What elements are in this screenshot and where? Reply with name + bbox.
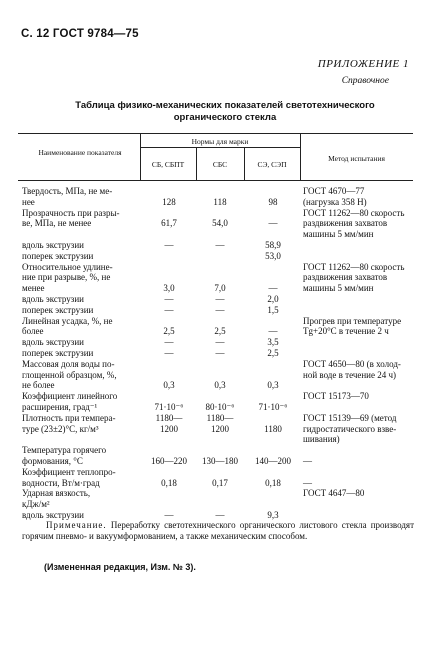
method-cell: машины 5 мм/мин bbox=[303, 283, 374, 294]
table-title-line-2: органического стекла bbox=[173, 112, 277, 123]
row-name-cell: Прозрачность при разры- bbox=[22, 207, 120, 218]
row-name-cell: расширения, град⁻¹ bbox=[22, 402, 98, 412]
row-name-cell: Коэффициент теплопро- bbox=[22, 466, 116, 477]
row-name-cell: Плотность при темпера- bbox=[22, 412, 116, 423]
row-name-cell: Массовая доля воды по- bbox=[22, 358, 115, 369]
method-cell: (нагрузка 358 Н) bbox=[303, 196, 367, 207]
value-grade-3: 98 bbox=[268, 196, 278, 207]
value-grade-2: 0,17 bbox=[212, 477, 228, 488]
value-grade-3: 0,18 bbox=[265, 477, 281, 488]
method-cell: шивания) bbox=[303, 434, 340, 445]
norms-rule bbox=[140, 147, 300, 148]
row-name-cell: Твердость, МПа, не ме- bbox=[22, 186, 113, 196]
value-grade-1: — bbox=[164, 294, 174, 304]
table-top-rule bbox=[18, 133, 413, 134]
method-cell: раздвижения захватов bbox=[303, 218, 388, 229]
value-grade-1: — bbox=[164, 240, 174, 250]
row-name-cell: туре (23±2)°С, кг/м³ bbox=[22, 423, 99, 434]
value-grade-2: 118 bbox=[213, 196, 227, 207]
row-name-cell: водности, Вт/м·град bbox=[22, 477, 100, 488]
value-grade-2: 54,0 bbox=[212, 218, 228, 229]
value-grade-2: — bbox=[215, 294, 225, 304]
table-title-line-1: Таблица физико-механических показателей светотехнического bbox=[75, 100, 375, 111]
method-cell: ГОСТ 4647—80 bbox=[303, 488, 365, 499]
revision-note: (Измененная редакция, Изм. № 3). bbox=[44, 562, 196, 572]
value-grade-2: 0,3 bbox=[214, 380, 226, 391]
value-grade-2: — bbox=[215, 348, 225, 358]
value-grade-3: 3,5 bbox=[267, 337, 279, 348]
value-grade-3: 140—200 bbox=[255, 456, 291, 466]
value-grade-2: 7,0 bbox=[214, 283, 226, 294]
column-header-grade-2: СБС bbox=[212, 160, 228, 169]
row-name-cell: вдоль экструзии bbox=[22, 337, 84, 348]
value-grade-3: 2,5 bbox=[267, 348, 279, 358]
method-cell: — bbox=[303, 477, 312, 488]
value-grade-2: — bbox=[215, 304, 225, 315]
method-cell: ГОСТ 11262—80 скорость bbox=[303, 207, 405, 218]
value-grade-2: 130—180 bbox=[202, 456, 238, 466]
column-header-name: Наименование показателя bbox=[38, 148, 122, 157]
method-cell: машины 5 мм/мин bbox=[303, 229, 374, 240]
value-grade-1: 61,7 bbox=[161, 218, 177, 229]
column-header-grade-3: СЭ, СЭП bbox=[257, 160, 287, 169]
value-grade-3: 71·10⁻⁶ bbox=[258, 402, 288, 412]
value-grade-1: 3,0 bbox=[163, 283, 175, 294]
column-header-norms: Нормы для марки bbox=[191, 137, 249, 146]
value-grade-2: 80·10⁻⁶ bbox=[205, 402, 235, 412]
value-grade-3: — bbox=[268, 326, 278, 337]
column-header-grade-1: СБ, СБПТ bbox=[151, 160, 185, 169]
row-name-cell: глощенной образцом, %, bbox=[22, 369, 117, 380]
value-grade-2: 1180— bbox=[206, 412, 234, 423]
value-grade-3: — bbox=[268, 218, 278, 229]
value-grade-3: 0,3 bbox=[267, 380, 279, 391]
value-grade-1: 160—220 bbox=[151, 456, 187, 466]
value-grade-1: 1180— bbox=[155, 412, 183, 423]
method-cell: ГОСТ 11262—80 скорость bbox=[303, 261, 405, 272]
note-text: Переработку светотехнического органического листового стекла производят горячим пневмо- и вакуумформованием, а также механическим способом. bbox=[22, 520, 414, 541]
method-cell: ГОСТ 4670—77 bbox=[303, 186, 365, 196]
page-reference: С. 12 ГОСТ 9784—75 bbox=[21, 28, 139, 40]
value-grade-1: — bbox=[164, 337, 174, 348]
value-grade-3: — bbox=[268, 283, 278, 294]
note-label: Примечание. bbox=[46, 520, 107, 530]
row-name-cell: Ударная вязкость, bbox=[22, 488, 91, 499]
value-grade-2: — bbox=[215, 240, 225, 250]
row-name-cell: Коэффициент линейного bbox=[22, 391, 118, 402]
table-title bbox=[60, 100, 390, 124]
row-name-cell: менее bbox=[22, 283, 45, 294]
method-cell: раздвижения захватов bbox=[303, 272, 388, 283]
method-cell: гидростатического взве- bbox=[303, 423, 397, 434]
value-grade-1: 2,5 bbox=[163, 326, 175, 337]
value-grade-1: 1200 bbox=[160, 423, 178, 434]
value-grade-3: 9,3 bbox=[267, 510, 279, 520]
row-name-cell: формования, °С bbox=[22, 456, 83, 466]
column-header-method: Метод испытания bbox=[328, 154, 385, 163]
value-grade-1: 0,18 bbox=[161, 477, 177, 488]
value-grade-1: — bbox=[164, 348, 174, 358]
method-cell: — bbox=[303, 456, 312, 466]
value-grade-2: 2,5 bbox=[214, 326, 226, 337]
value-grade-3: 1,5 bbox=[267, 304, 279, 315]
row-name-cell: нее bbox=[22, 196, 35, 207]
value-grade-1: 71·10⁻⁶ bbox=[154, 402, 184, 412]
row-name-cell: не более bbox=[22, 380, 55, 391]
table-note bbox=[22, 520, 414, 542]
value-grade-2: 1200 bbox=[211, 423, 229, 434]
value-grade-3: 1180 bbox=[264, 423, 282, 434]
value-grade-2: — bbox=[215, 510, 225, 520]
row-name-cell: поперек экструзии bbox=[22, 304, 94, 315]
value-grade-1: — bbox=[164, 304, 174, 315]
method-cell: ГОСТ 4650—80 (в холод- bbox=[303, 358, 401, 369]
method-cell: ной воде в течение 24 ч) bbox=[303, 369, 397, 380]
row-name-cell: кДж/м² bbox=[22, 499, 50, 510]
method-cell: Тg+20°С в течение 2 ч bbox=[303, 326, 389, 337]
value-grade-3: 53,0 bbox=[265, 250, 281, 261]
header-bottom-rule bbox=[18, 180, 413, 181]
method-cell: ГОСТ 15139—69 (метод bbox=[303, 412, 397, 423]
row-name-cell: ве, МПа, не менее bbox=[22, 218, 92, 229]
appendix-label: ПРИЛОЖЕНИЕ 1 bbox=[317, 58, 409, 70]
value-grade-1: 128 bbox=[162, 196, 176, 207]
value-grade-2: — bbox=[215, 337, 225, 348]
row-name-cell: Относительное удлине- bbox=[22, 261, 113, 272]
row-name-cell: Температура горячего bbox=[22, 445, 107, 456]
row-name-cell: вдоль экструзии bbox=[22, 510, 84, 520]
row-name-cell: ние при разрыве, %, не bbox=[22, 272, 111, 283]
value-grade-1: — bbox=[164, 510, 174, 520]
appendix-type: Справочное bbox=[341, 76, 389, 86]
row-name-cell: вдоль экструзии bbox=[22, 240, 84, 250]
value-grade-1: 0,3 bbox=[163, 380, 175, 391]
value-grade-3: 58,9 bbox=[265, 240, 281, 250]
row-name-cell: Линейная усадка, %, не bbox=[22, 315, 113, 326]
value-grade-3: 2,0 bbox=[267, 294, 279, 304]
method-cell: Прогрев при температуре bbox=[303, 315, 402, 326]
row-name-cell: более bbox=[22, 326, 44, 337]
method-cell: ГОСТ 15173—70 bbox=[303, 391, 369, 402]
row-name-cell: поперек экструзии bbox=[22, 250, 94, 261]
row-name-cell: вдоль экструзии bbox=[22, 294, 84, 304]
row-name-cell: поперек экструзии bbox=[22, 348, 94, 358]
